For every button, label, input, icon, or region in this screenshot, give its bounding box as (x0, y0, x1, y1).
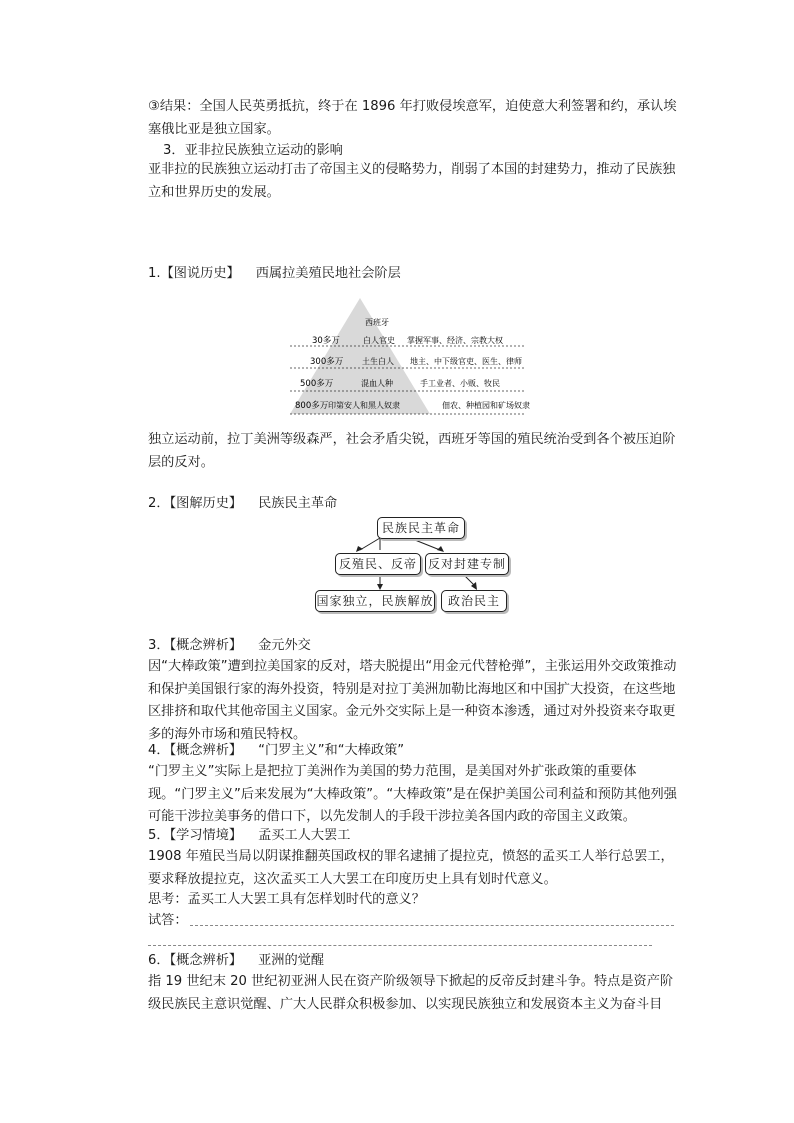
section5-heading (148, 826, 350, 846)
section5-text: 1908 年殖民当局以阴谋推翻英国政权的罪名逮捕了提拉克，愤怒的孟买工人举行总罢工，要求释放提拉克，这次孟买工人大罢工在印度历史上具有划时代意义。 (148, 849, 674, 887)
section3-text: 因“大棒政策”遭到拉美国家的反对，塔夫脱提出“用金元代替枪弹”，主张运用外交政策推动和保护美国银行家的海外投资，特别是对拉丁美洲加勒比海地区和中国扩大投资，在这些地区排挤和取代其他帝国主义国家。金元外交实际上是一种资本渗透，通过对外投资来夺取更多的海外市场和殖民特权。 (148, 659, 677, 742)
section6-text: 指 19 世纪末 20 世纪初亚洲人民在资产阶级领导下掀起的反帝反封建斗争。特点是资产阶级民族民主意识觉醒、广大人民群众积极参加、以实现民族独立和发展资本主义为奋斗目 (148, 974, 674, 1012)
row1-class: 白人官史 (363, 336, 395, 345)
row3-class: 混血人种 (361, 379, 393, 388)
heading-impact: 3．亚非拉民族独立运动的影响 (163, 143, 343, 158)
social-class-pyramid (290, 298, 530, 418)
section3-tag: 【概念辨析】 (169, 638, 243, 653)
section3-heading (148, 636, 311, 656)
impact-text: 亚非拉的民族独立运动打击了帝国主义的侵略势力，削弱了本国的封建势力，推动了民族独立和世界历史的发展。 (148, 162, 676, 200)
impact-paragraph (148, 159, 678, 204)
section1-tag: 【图说历史】 (160, 266, 240, 281)
row4-desc: 佃农、种植园和矿场奴隶 (442, 401, 530, 410)
row1-count: 30多万 (312, 336, 340, 346)
section6-num: 6． (148, 953, 170, 968)
section6-title: 亚洲的觉醒 (258, 953, 325, 968)
section4-title: “门罗主义”和“大棒政策” (258, 743, 405, 758)
row1-desc: 掌握军事、经济、宗教大权 (407, 336, 503, 345)
section5-answer-label: 试答： (148, 913, 188, 928)
pyramid-caption: 独立运动前，拉丁美洲等级森严，社会矛盾尖锐，西班牙等国的殖民统治受到各个被压迫阶层的反对。 (148, 432, 676, 470)
section3-title: 金元外交 (258, 638, 311, 653)
section4-tag: 【概念辨析】 (169, 743, 243, 758)
row2-class: 土生白人 (362, 357, 394, 366)
section5-question: 思考：孟买工人大罢工具有怎样划时代的意义？ (148, 892, 425, 907)
section5-title: 孟买工人大罢工 (258, 828, 351, 843)
row3-count: 500多万 (300, 379, 334, 389)
section6-heading (148, 951, 324, 971)
section4-heading (148, 741, 404, 761)
answer-line-2[interactable] (148, 945, 652, 946)
result-paragraph: ③结果：全国人民英勇抵抗，终于在 1896 年打败侵埃意军，迫使意大利签署和约，承认埃塞俄比亚是独立国家。 (148, 99, 677, 137)
pyramid-shape (290, 298, 430, 414)
section1-title: 西属拉美殖民地社会阶层 (255, 266, 401, 281)
row2-desc: 地主、中下级官吏、医生、律师 (410, 357, 522, 366)
section3-num: 3． (148, 638, 170, 653)
row4-count: 800多万 (295, 401, 329, 411)
pyramid-top-label: 西班牙 (365, 318, 389, 327)
flow-right-box: 反对封建专制 (425, 553, 509, 575)
section2-tag: 【图解历史】 (169, 496, 243, 511)
section5-num: 5． (148, 828, 170, 843)
flow-left-result-box: 国家独立，民族解放 (315, 590, 435, 612)
section1-heading (148, 264, 401, 284)
flow-root-box: 民族民主革命 (377, 517, 465, 539)
section2-num: 2． (148, 496, 170, 511)
section4-num: 4． (148, 743, 170, 758)
flow-right-result-box: 政治民主 (441, 590, 507, 612)
row4-class: 印第安人和黑人奴隶 (328, 401, 400, 410)
section1-num: 1. (148, 266, 161, 281)
answer-line-1[interactable] (190, 925, 674, 926)
flow-left-box: 反殖民、反帝 (335, 553, 421, 575)
section4-text: “门罗主义”实际上是把拉丁美洲作为美国的势力范围，是美国对外扩张政策的重要体现。“门罗主义”后来发展为“大棒政策”。“大棒政策”是在保护美国公司利益和预防其他列强可能干涉拉美事务的借口下，以先发制人的手段干涉拉美各国内政的帝国主义政策。 (148, 764, 677, 824)
row3-desc: 手工业者、小贩、牧民 (420, 379, 500, 388)
section5-tag: 【学习情境】 (169, 828, 243, 843)
row2-count: 300多万 (310, 357, 344, 367)
section2-title: 民族民主革命 (258, 496, 338, 511)
section6-tag: 【概念辨析】 (169, 953, 243, 968)
